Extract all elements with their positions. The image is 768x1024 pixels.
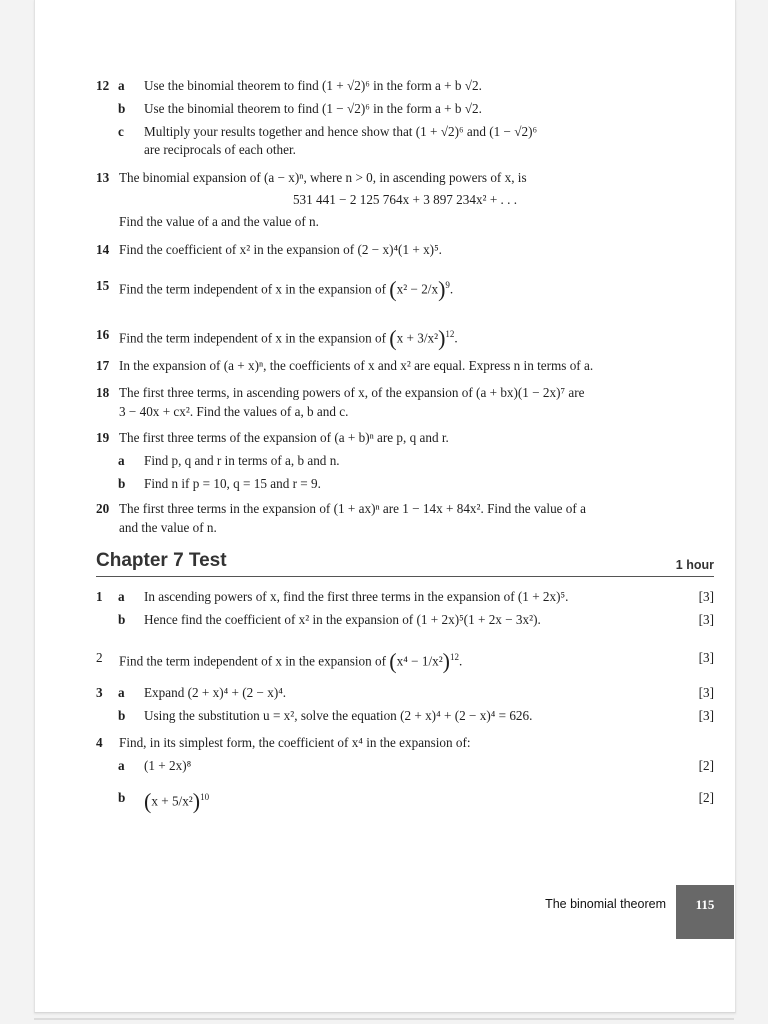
part-label: a <box>118 589 125 604</box>
question-text: are reciprocals of each other. <box>144 142 296 157</box>
marks: [3] <box>698 650 714 665</box>
test-q1-b <box>96 611 714 628</box>
paren-open: ( <box>389 648 397 674</box>
question-text: Use the binomial theorem to find (1 + √2)⁶ in the form a + b √2. <box>144 78 482 93</box>
q12-c <box>96 123 714 140</box>
question-text: In the expansion of (a + x)ⁿ, the coefficients of x and x² are equal. Express n in terms of a. <box>119 358 594 373</box>
question-text: The binomial expansion of (a − x)ⁿ, where n > 0, in ascending powers of x, is <box>119 170 527 185</box>
question-text: Find, in its simplest form, the coefficient of x⁴ in the expansion of: <box>119 735 471 750</box>
q12-a <box>96 77 714 94</box>
question-number: 19 <box>96 430 110 445</box>
q16 <box>96 325 714 351</box>
q12-c-cont <box>96 141 714 158</box>
page-bottom-rule <box>34 1018 734 1020</box>
question-number: 20 <box>96 501 110 516</box>
paren-close: ) <box>192 788 201 814</box>
q18-cont <box>96 403 714 420</box>
question-text: Expand (2 + x)⁴ + (2 − x)⁴. <box>144 685 287 700</box>
q13-cont <box>96 213 714 230</box>
question-text: Use the binomial theorem to find (1 − √2)⁶ in the form a + b √2. <box>144 101 482 116</box>
test-q4-a <box>96 757 714 774</box>
math-expression-wrap <box>144 788 210 814</box>
marks: [2] <box>698 790 714 805</box>
question-number: 18 <box>96 385 110 400</box>
test-q3-a <box>96 684 714 701</box>
question-text: Find the term independent of x in the expansion of $(x^4 - 1/x^2)^{12}$. <box>119 648 463 674</box>
question-number: 1 <box>96 589 103 604</box>
test-q1-a <box>96 588 714 605</box>
q15 <box>96 276 714 302</box>
q20 <box>96 500 714 517</box>
math-expression: x² − 2/x <box>396 281 439 297</box>
part-label: b <box>118 708 126 723</box>
question-text: In ascending powers of x, find the first three terms in the expansion of (1 + 2x)⁵. <box>144 589 569 604</box>
question-text: The first three terms, in ascending powers of x, of the expansion of (a + bx)(1 − 2x)⁷ are <box>119 385 585 400</box>
question-text: Find n if p = 10, q = 15 and r = 9. <box>144 476 321 491</box>
paren-open: ( <box>389 276 397 302</box>
q17 <box>96 357 714 374</box>
question-number: 4 <box>96 735 103 750</box>
part-label: a <box>118 78 125 93</box>
page-number-box <box>676 885 734 939</box>
part-label: b <box>118 101 126 116</box>
test-q2 <box>96 648 714 674</box>
page-number: 115 <box>695 897 715 912</box>
question-number: 15 <box>96 278 110 293</box>
part-label: b <box>118 476 126 491</box>
running-footer-title: The binomial theorem <box>545 897 666 911</box>
part-label: b <box>118 612 126 627</box>
marks: [3] <box>698 612 714 627</box>
math-expression: (1 + 2x)⁸ <box>144 758 192 773</box>
paren-close: ) <box>438 325 446 351</box>
part-label: a <box>118 453 125 468</box>
part-label: c <box>118 124 124 139</box>
paren-close: ) <box>442 648 450 674</box>
question-number: 2 <box>96 650 103 665</box>
test-q3-b <box>96 707 714 724</box>
part-label: a <box>118 685 125 700</box>
question-number: 3 <box>96 685 103 700</box>
question-text: and the value of n. <box>119 520 217 535</box>
q12-b <box>96 100 714 117</box>
math-expression: x⁴ − 1/x² <box>396 653 443 669</box>
question-text: The first three terms in the expansion of (1 + ax)ⁿ are 1 − 14x + 84x². Find the value of a <box>119 501 586 516</box>
part-label: b <box>118 790 126 805</box>
exponent: 12 <box>449 652 459 662</box>
exponent: 12 <box>445 329 455 339</box>
exponent: 10 <box>200 792 210 802</box>
q19-b <box>96 475 714 492</box>
chapter-test-header <box>96 550 714 577</box>
q19-a <box>96 452 714 469</box>
marks: [2] <box>698 758 714 773</box>
paren-close: ) <box>438 276 446 302</box>
question-text: Find the value of a and the value of n. <box>119 214 319 229</box>
test-q4 <box>96 734 714 751</box>
question-text: Multiply your results together and hence show that (1 + √2)⁶ and (1 − √2)⁶ <box>144 124 538 139</box>
question-text: Find the term independent of x in the expansion of $(x + 3/x^2)^{12}$. <box>119 325 458 351</box>
q13-expansion <box>96 191 714 208</box>
test-q4-b <box>96 788 714 814</box>
part-label: a <box>118 758 125 773</box>
marks: [3] <box>698 589 714 604</box>
question-text-part: Find the term independent of x in the expansion of <box>119 281 386 297</box>
paren-open: ( <box>144 788 152 814</box>
chapter-test-title: Chapter 7 Test <box>96 550 227 571</box>
exponent: 9 <box>445 280 450 290</box>
question-text: Find p, q and r in terms of a, b and n. <box>144 453 340 468</box>
question-number: 12 <box>96 78 110 93</box>
question-number: 17 <box>96 358 110 373</box>
question-text-part: Find the term independent of x in the expansion of <box>119 330 386 346</box>
question-text: The first three terms of the expansion of (a + b)ⁿ are p, q and r. <box>119 430 449 445</box>
q18 <box>96 384 714 401</box>
math-expression: x + 5/x² <box>151 793 193 809</box>
question-number: 14 <box>96 242 110 257</box>
question-text: Using the substitution u = x², solve the equation (2 + x)⁴ + (2 − x)⁴ = 626. <box>144 708 533 723</box>
expansion-text: 531 441 − 2 125 764x + 3 897 234x² + . . . <box>292 192 518 207</box>
question-text: 3 − 40x + cx². Find the values of a, b and c. <box>119 404 349 419</box>
q20-cont <box>96 519 714 536</box>
question-number: 13 <box>96 170 110 185</box>
question-number: 16 <box>96 327 110 342</box>
question-text: Find the term independent of x in the expansion of $(x^2 - 2/x)^9$. <box>119 276 454 302</box>
q19 <box>96 429 714 446</box>
marks: [3] <box>698 708 714 723</box>
q13 <box>96 169 714 186</box>
question-text: Hence find the coefficient of x² in the expansion of (1 + 2x)⁵(1 + 2x − 3x²). <box>144 612 541 627</box>
question-text: Find the coefficient of x² in the expansion of (2 − x)⁴(1 + x)⁵. <box>119 242 442 257</box>
question-text-part: Find the term independent of x in the expansion of <box>119 653 386 669</box>
time-allowed: 1 hour <box>675 558 714 572</box>
marks: [3] <box>698 685 714 700</box>
math-expression: x + 3/x² <box>396 330 439 346</box>
q14 <box>96 241 714 258</box>
paren-open: ( <box>389 325 397 351</box>
